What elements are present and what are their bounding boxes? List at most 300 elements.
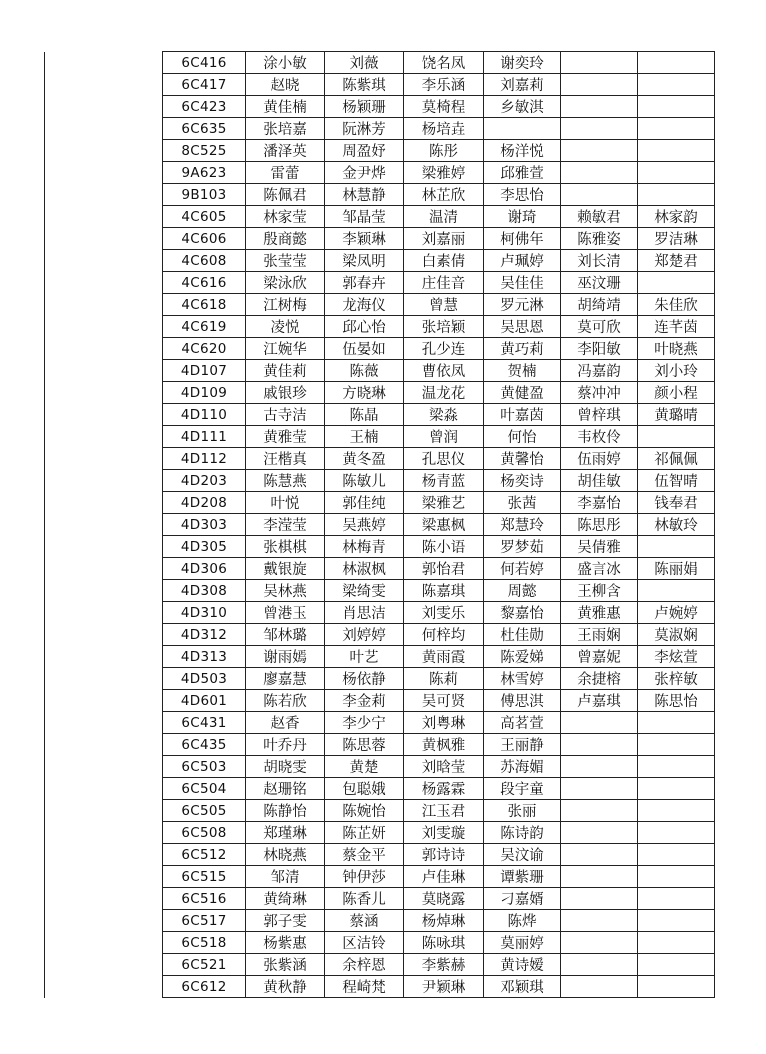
blank-column-cell [45, 954, 163, 976]
table-row [45, 690, 715, 712]
student-name-cell [638, 800, 715, 822]
student-name-cell: 白素倩 [404, 250, 484, 272]
class-code-cell: 6C516 [163, 888, 246, 910]
blank-column-cell [45, 272, 163, 294]
table-row [45, 844, 715, 866]
student-name-cell: 何若婷 [484, 558, 561, 580]
class-code-cell: 4C606 [163, 228, 246, 250]
student-name-cell: 李金莉 [325, 690, 404, 712]
class-code-cell: 6C423 [163, 96, 246, 118]
blank-column-cell [45, 206, 163, 228]
student-name-cell: 陈晶 [325, 404, 404, 426]
student-name-cell: 刘嘉丽 [404, 228, 484, 250]
table-row [45, 492, 715, 514]
student-name-cell: 赵珊铭 [246, 778, 325, 800]
blank-column-cell [45, 712, 163, 734]
student-name-cell: 吴林燕 [246, 580, 325, 602]
student-name-cell: 陈嘉琪 [404, 580, 484, 602]
blank-column-cell [45, 778, 163, 800]
class-code-cell: 4D111 [163, 426, 246, 448]
student-name-cell [638, 162, 715, 184]
student-name-cell: 颜小程 [638, 382, 715, 404]
student-name-cell: 陈思怡 [638, 690, 715, 712]
class-code-cell: 6C417 [163, 74, 246, 96]
student-name-cell: 杨紫惠 [246, 932, 325, 954]
table-row [45, 712, 715, 734]
table-row [45, 602, 715, 624]
class-code-cell: 9B103 [163, 184, 246, 206]
student-name-cell: 程崎梵 [325, 976, 404, 998]
student-name-cell: 刘婷婷 [325, 624, 404, 646]
student-name-cell [638, 866, 715, 888]
student-name-cell: 林淑枫 [325, 558, 404, 580]
student-name-cell: 林家莹 [246, 206, 325, 228]
student-name-cell: 高茗萱 [484, 712, 561, 734]
blank-column-cell [45, 844, 163, 866]
student-name-cell: 莫丽婷 [484, 932, 561, 954]
student-name-cell: 祁佩佩 [638, 448, 715, 470]
class-code-cell: 6C508 [163, 822, 246, 844]
student-name-cell: 刘嘉莉 [484, 74, 561, 96]
student-name-cell: 曾嘉妮 [561, 646, 638, 668]
student-name-cell: 张棋棋 [246, 536, 325, 558]
student-name-cell: 刘粤琳 [404, 712, 484, 734]
student-name-cell [638, 712, 715, 734]
blank-column-cell [45, 668, 163, 690]
class-code-cell: 4D107 [163, 360, 246, 382]
table-row [45, 932, 715, 954]
student-name-cell [638, 888, 715, 910]
table-row [45, 382, 715, 404]
student-name-cell: 谢雨嫣 [246, 646, 325, 668]
student-name-cell: 杨奕诗 [484, 470, 561, 492]
student-name-cell [561, 932, 638, 954]
student-name-cell: 叶嘉茵 [484, 404, 561, 426]
table-row [45, 74, 715, 96]
student-name-cell: 郭诗诗 [404, 844, 484, 866]
student-name-cell: 梁雅婷 [404, 162, 484, 184]
class-code-cell: 4C605 [163, 206, 246, 228]
student-name-cell: 林慧静 [325, 184, 404, 206]
student-name-cell: 李阳敏 [561, 338, 638, 360]
student-name-cell: 谭紫珊 [484, 866, 561, 888]
class-code-cell: 4C618 [163, 294, 246, 316]
student-name-cell: 谢琦 [484, 206, 561, 228]
student-name-cell [561, 910, 638, 932]
student-name-cell: 刘薇 [325, 52, 404, 74]
student-name-cell: 阮淋芳 [325, 118, 404, 140]
student-name-cell: 黄佳楠 [246, 96, 325, 118]
table-row [45, 756, 715, 778]
blank-column-cell [45, 624, 163, 646]
student-name-cell: 柯佛年 [484, 228, 561, 250]
table-row [45, 822, 715, 844]
student-name-cell: 邱雅萱 [484, 162, 561, 184]
student-name-cell: 何梓均 [404, 624, 484, 646]
table-row [45, 162, 715, 184]
table-row [45, 866, 715, 888]
class-code-cell: 4C620 [163, 338, 246, 360]
student-name-cell: 伍雨婷 [561, 448, 638, 470]
student-name-cell: 盛言冰 [561, 558, 638, 580]
student-name-cell: 邹清 [246, 866, 325, 888]
student-name-cell: 何怡 [484, 426, 561, 448]
student-name-cell: 温清 [404, 206, 484, 228]
blank-column-cell [45, 536, 163, 558]
student-name-cell [638, 580, 715, 602]
student-name-cell: 黄绮琳 [246, 888, 325, 910]
student-name-cell: 郑楚君 [638, 250, 715, 272]
student-name-cell: 张梓敏 [638, 668, 715, 690]
student-name-cell: 刘雯璇 [404, 822, 484, 844]
blank-column-cell [45, 492, 163, 514]
student-name-cell: 李炫萱 [638, 646, 715, 668]
blank-column-cell [45, 338, 163, 360]
student-name-cell: 刘雯乐 [404, 602, 484, 624]
blank-column-cell [45, 404, 163, 426]
class-code-cell: 4D110 [163, 404, 246, 426]
class-code-cell: 6C504 [163, 778, 246, 800]
student-name-cell [638, 426, 715, 448]
student-name-cell: 王楠 [325, 426, 404, 448]
student-name-cell: 李思怡 [484, 184, 561, 206]
student-name-cell: 蔡金平 [325, 844, 404, 866]
student-name-cell [638, 184, 715, 206]
student-name-cell: 朱佳欣 [638, 294, 715, 316]
student-name-cell: 卢嘉琪 [561, 690, 638, 712]
student-name-cell: 贺楠 [484, 360, 561, 382]
student-name-cell: 陈婉怡 [325, 800, 404, 822]
student-name-cell: 周盈妤 [325, 140, 404, 162]
student-name-cell: 张培嘉 [246, 118, 325, 140]
student-name-cell: 陈佩君 [246, 184, 325, 206]
student-name-cell: 邓颖琪 [484, 976, 561, 998]
student-name-cell: 陈静怡 [246, 800, 325, 822]
student-name-cell: 金尹烨 [325, 162, 404, 184]
student-name-cell: 赵香 [246, 712, 325, 734]
blank-column-cell [45, 580, 163, 602]
student-name-cell [561, 800, 638, 822]
student-name-cell: 杨颖珊 [325, 96, 404, 118]
student-name-cell: 杨培垚 [404, 118, 484, 140]
student-name-cell [638, 52, 715, 74]
student-name-cell: 杨焯琳 [404, 910, 484, 932]
student-name-cell: 雷蕾 [246, 162, 325, 184]
student-name-cell: 周懿 [484, 580, 561, 602]
student-name-cell: 凌悦 [246, 316, 325, 338]
student-name-cell: 邱心怡 [325, 316, 404, 338]
table-row [45, 228, 715, 250]
blank-column-cell [45, 800, 163, 822]
student-name-cell: 苏海媚 [484, 756, 561, 778]
table-row [45, 514, 715, 536]
student-name-cell: 赖敏君 [561, 206, 638, 228]
blank-column-cell [45, 52, 163, 74]
student-name-cell: 张丽 [484, 800, 561, 822]
student-name-cell: 黄枫雅 [404, 734, 484, 756]
student-name-cell: 陈香儿 [325, 888, 404, 910]
student-name-cell: 林家韵 [638, 206, 715, 228]
student-name-cell: 李颖琳 [325, 228, 404, 250]
class-code-cell: 8C525 [163, 140, 246, 162]
table-row [45, 536, 715, 558]
blank-column-cell [45, 734, 163, 756]
student-name-cell: 潘泽英 [246, 140, 325, 162]
table-row [45, 338, 715, 360]
student-name-cell: 邹晶莹 [325, 206, 404, 228]
table-row [45, 470, 715, 492]
student-name-cell: 莫可欣 [561, 316, 638, 338]
table-row [45, 404, 715, 426]
student-name-cell: 林芷欣 [404, 184, 484, 206]
class-code-cell: 4D312 [163, 624, 246, 646]
student-name-cell: 冯嘉韵 [561, 360, 638, 382]
student-name-cell: 曾港玉 [246, 602, 325, 624]
student-name-cell: 陈紫琪 [325, 74, 404, 96]
table-row [45, 646, 715, 668]
student-name-cell [638, 118, 715, 140]
student-name-cell: 赵晓 [246, 74, 325, 96]
student-name-cell [561, 976, 638, 998]
table-row [45, 118, 715, 140]
student-name-cell [638, 272, 715, 294]
student-name-cell: 杨依静 [325, 668, 404, 690]
table-row [45, 558, 715, 580]
blank-column-cell [45, 316, 163, 338]
student-name-cell: 邹林璐 [246, 624, 325, 646]
table-row [45, 800, 715, 822]
student-name-cell: 江玉君 [404, 800, 484, 822]
student-name-cell: 卢佳琳 [404, 866, 484, 888]
class-code-cell: 6C515 [163, 866, 246, 888]
table-row [45, 668, 715, 690]
roster-table [44, 51, 715, 998]
student-name-cell: 张茜 [484, 492, 561, 514]
student-name-cell: 陈敏儿 [325, 470, 404, 492]
table-row [45, 910, 715, 932]
table-row [45, 976, 715, 998]
class-code-cell: 4D306 [163, 558, 246, 580]
student-name-cell: 郑慧玲 [484, 514, 561, 536]
student-name-cell [561, 140, 638, 162]
student-name-cell: 陈咏琪 [404, 932, 484, 954]
table-row [45, 96, 715, 118]
table-row [45, 954, 715, 976]
student-name-cell: 张紫涵 [246, 954, 325, 976]
student-name-cell [638, 822, 715, 844]
student-name-cell [561, 184, 638, 206]
student-name-cell: 王柳含 [561, 580, 638, 602]
student-name-cell: 曾润 [404, 426, 484, 448]
student-name-cell: 黎嘉怡 [484, 602, 561, 624]
student-name-cell: 钱奉君 [638, 492, 715, 514]
student-name-cell: 吴燕婷 [325, 514, 404, 536]
student-name-cell [561, 52, 638, 74]
student-name-cell: 刘小玲 [638, 360, 715, 382]
student-name-cell [561, 844, 638, 866]
class-code-cell: 6C416 [163, 52, 246, 74]
student-name-cell: 巫汶珊 [561, 272, 638, 294]
student-name-cell: 曹依凤 [404, 360, 484, 382]
blank-column-cell [45, 690, 163, 712]
class-code-cell: 4D112 [163, 448, 246, 470]
blank-column-cell [45, 888, 163, 910]
student-name-cell: 吴思恩 [484, 316, 561, 338]
class-code-cell: 6C635 [163, 118, 246, 140]
student-name-cell: 吴可贤 [404, 690, 484, 712]
class-code-cell: 4D305 [163, 536, 246, 558]
student-name-cell: 余梓恩 [325, 954, 404, 976]
student-name-cell: 廖嘉慧 [246, 668, 325, 690]
blank-column-cell [45, 932, 163, 954]
blank-column-cell [45, 646, 163, 668]
class-code-cell: 4D208 [163, 492, 246, 514]
blank-column-cell [45, 756, 163, 778]
student-name-cell [638, 954, 715, 976]
student-name-cell: 林梅青 [325, 536, 404, 558]
student-name-cell: 卢珮婷 [484, 250, 561, 272]
student-name-cell [484, 118, 561, 140]
student-name-cell: 肖思洁 [325, 602, 404, 624]
table-row [45, 140, 715, 162]
student-name-cell [561, 734, 638, 756]
student-name-cell: 傅思淇 [484, 690, 561, 712]
class-code-cell: 6C518 [163, 932, 246, 954]
student-name-cell: 陈薇 [325, 360, 404, 382]
blank-column-cell [45, 250, 163, 272]
student-name-cell: 黄佳莉 [246, 360, 325, 382]
page-footer [0, 1030, 766, 1054]
student-name-cell: 叶晓燕 [638, 338, 715, 360]
student-name-cell [638, 734, 715, 756]
student-name-cell [638, 932, 715, 954]
student-name-cell: 黄雅莹 [246, 426, 325, 448]
student-name-cell: 林晓燕 [246, 844, 325, 866]
class-code-cell: 4D601 [163, 690, 246, 712]
student-name-cell: 胡绮靖 [561, 294, 638, 316]
blank-column-cell [45, 448, 163, 470]
blank-column-cell [45, 910, 163, 932]
blank-column-cell [45, 294, 163, 316]
student-name-cell: 莫淑娴 [638, 624, 715, 646]
student-name-cell: 江婉华 [246, 338, 325, 360]
class-code-cell: 4C608 [163, 250, 246, 272]
student-name-cell: 乡敏淇 [484, 96, 561, 118]
student-name-cell: 陈烨 [484, 910, 561, 932]
table-row [45, 778, 715, 800]
blank-column-cell [45, 866, 163, 888]
blank-column-cell [45, 162, 163, 184]
student-name-cell: 黄冬盈 [325, 448, 404, 470]
student-name-cell: 谢奕玲 [484, 52, 561, 74]
student-name-cell [561, 74, 638, 96]
student-name-cell: 刁嘉婿 [484, 888, 561, 910]
student-name-cell: 叶悦 [246, 492, 325, 514]
table-row [45, 272, 715, 294]
student-name-cell: 黄雨霞 [404, 646, 484, 668]
student-name-cell: 杨洋悦 [484, 140, 561, 162]
student-name-cell: 叶艺 [325, 646, 404, 668]
blank-column-cell [45, 426, 163, 448]
student-name-cell: 蔡冲冲 [561, 382, 638, 404]
student-name-cell: 陈莉 [404, 668, 484, 690]
student-name-cell [561, 778, 638, 800]
class-code-cell: 6C512 [163, 844, 246, 866]
student-name-cell: 孔思仪 [404, 448, 484, 470]
blank-column-cell [45, 558, 163, 580]
class-code-cell: 4C616 [163, 272, 246, 294]
blank-column-cell [45, 382, 163, 404]
blank-column-cell [45, 184, 163, 206]
student-name-cell: 杨青蓝 [404, 470, 484, 492]
student-name-cell: 卢婉婷 [638, 602, 715, 624]
table-row [45, 294, 715, 316]
student-name-cell: 古寺洁 [246, 404, 325, 426]
student-name-cell: 王雨娴 [561, 624, 638, 646]
student-name-cell: 陈芷妍 [325, 822, 404, 844]
student-name-cell [561, 822, 638, 844]
student-name-cell: 莫晓露 [404, 888, 484, 910]
student-name-cell [561, 96, 638, 118]
student-name-cell [561, 756, 638, 778]
student-name-cell: 温龙花 [404, 382, 484, 404]
student-name-cell: 余捷榕 [561, 668, 638, 690]
table-row [45, 734, 715, 756]
student-name-cell: 庄佳音 [404, 272, 484, 294]
student-name-cell: 刘晗莹 [404, 756, 484, 778]
table-row [45, 206, 715, 228]
student-name-cell: 陈慧燕 [246, 470, 325, 492]
student-name-cell: 段宇童 [484, 778, 561, 800]
student-name-cell: 罗梦茹 [484, 536, 561, 558]
table-row [45, 448, 715, 470]
student-name-cell [561, 888, 638, 910]
class-code-cell: 6C612 [163, 976, 246, 998]
student-name-cell [638, 756, 715, 778]
blank-column-cell [45, 228, 163, 250]
student-name-cell: 罗洁琳 [638, 228, 715, 250]
student-name-cell: 韦枚伶 [561, 426, 638, 448]
table-row [45, 426, 715, 448]
student-name-cell: 莫椅程 [404, 96, 484, 118]
student-name-cell: 黄馨怡 [484, 448, 561, 470]
student-name-cell: 吴倩雅 [561, 536, 638, 558]
student-name-cell: 孔少连 [404, 338, 484, 360]
student-name-cell: 黄楚 [325, 756, 404, 778]
student-name-cell: 汪楷真 [246, 448, 325, 470]
class-code-cell: 6C435 [163, 734, 246, 756]
student-name-cell: 郭佳纯 [325, 492, 404, 514]
blank-column-cell [45, 96, 163, 118]
student-name-cell: 陈丽娟 [638, 558, 715, 580]
student-name-cell: 张培颖 [404, 316, 484, 338]
student-name-cell: 陈若欣 [246, 690, 325, 712]
student-name-cell: 梁凤明 [325, 250, 404, 272]
student-name-cell: 连芊茵 [638, 316, 715, 338]
student-name-cell [638, 74, 715, 96]
student-name-cell: 王丽静 [484, 734, 561, 756]
student-name-cell: 叶乔丹 [246, 734, 325, 756]
student-name-cell: 黄健盈 [484, 382, 561, 404]
student-name-cell: 郑瑾琳 [246, 822, 325, 844]
class-code-cell: 6C521 [163, 954, 246, 976]
table-row [45, 580, 715, 602]
table-row [45, 184, 715, 206]
student-name-cell: 尹颖琳 [404, 976, 484, 998]
student-name-cell: 李乐涵 [404, 74, 484, 96]
class-code-cell: 4C619 [163, 316, 246, 338]
student-name-cell: 陈小语 [404, 536, 484, 558]
